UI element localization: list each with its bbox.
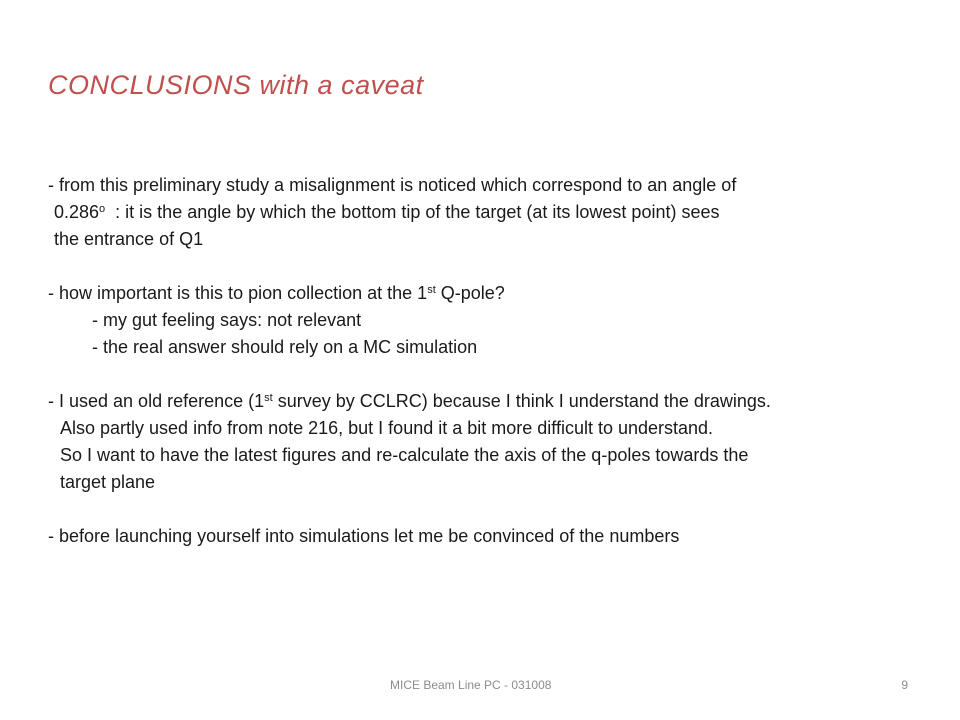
spacer bbox=[48, 361, 948, 388]
spacer bbox=[48, 253, 948, 280]
bullet-line: target plane bbox=[60, 472, 156, 492]
angle-value: 0.286 bbox=[54, 202, 100, 222]
bullet-reference bbox=[48, 388, 948, 496]
bullet-pion-collection bbox=[48, 280, 948, 361]
slide-body bbox=[48, 172, 948, 550]
bullet-text: - I used an old reference (1 bbox=[48, 391, 265, 411]
spacer bbox=[48, 496, 948, 523]
bullet-text: : it is the angle by which the bottom tip of the target (at its lowest point) sees bbox=[105, 202, 720, 222]
page-number: 9 bbox=[901, 678, 908, 692]
bullet-text: - how important is this to pion collection at the 1 bbox=[48, 283, 428, 303]
bullet-line: So I want to have the latest figures and re-calculate the axis of the q-poles towards the bbox=[60, 445, 749, 465]
ordinal-superscript: st bbox=[427, 284, 436, 296]
bullet-line: - from this preliminary study a misalignment is noticed which correspond to an angle of bbox=[48, 175, 737, 195]
degree-superscript: o bbox=[99, 203, 106, 215]
bullet-misalignment bbox=[48, 172, 948, 253]
bullet-line: the entrance of Q1 bbox=[54, 229, 204, 249]
bullet-line bbox=[48, 199, 948, 226]
bullet-line bbox=[48, 280, 948, 307]
footer-text: MICE Beam Line PC - 031008 bbox=[390, 678, 552, 692]
sub-bullet-line: - the real answer should rely on a MC simulation bbox=[92, 337, 478, 357]
ordinal-superscript: st bbox=[264, 392, 273, 404]
bullet-line bbox=[48, 388, 948, 415]
slide-title: CONCLUSIONS with a caveat bbox=[48, 70, 424, 100]
bullet-simulations bbox=[48, 523, 948, 550]
bullet-line: - before launching yourself into simulations let me be convinced of the numbers bbox=[48, 526, 680, 546]
bullet-text: survey by CCLRC) because I think I understand the drawings. bbox=[272, 391, 771, 411]
bullet-text: Q-pole? bbox=[435, 283, 505, 303]
sub-bullet-line: - my gut feeling says: not relevant bbox=[92, 310, 362, 330]
bullet-line: Also partly used info from note 216, but I found it a bit more difficult to understand. bbox=[60, 418, 714, 438]
